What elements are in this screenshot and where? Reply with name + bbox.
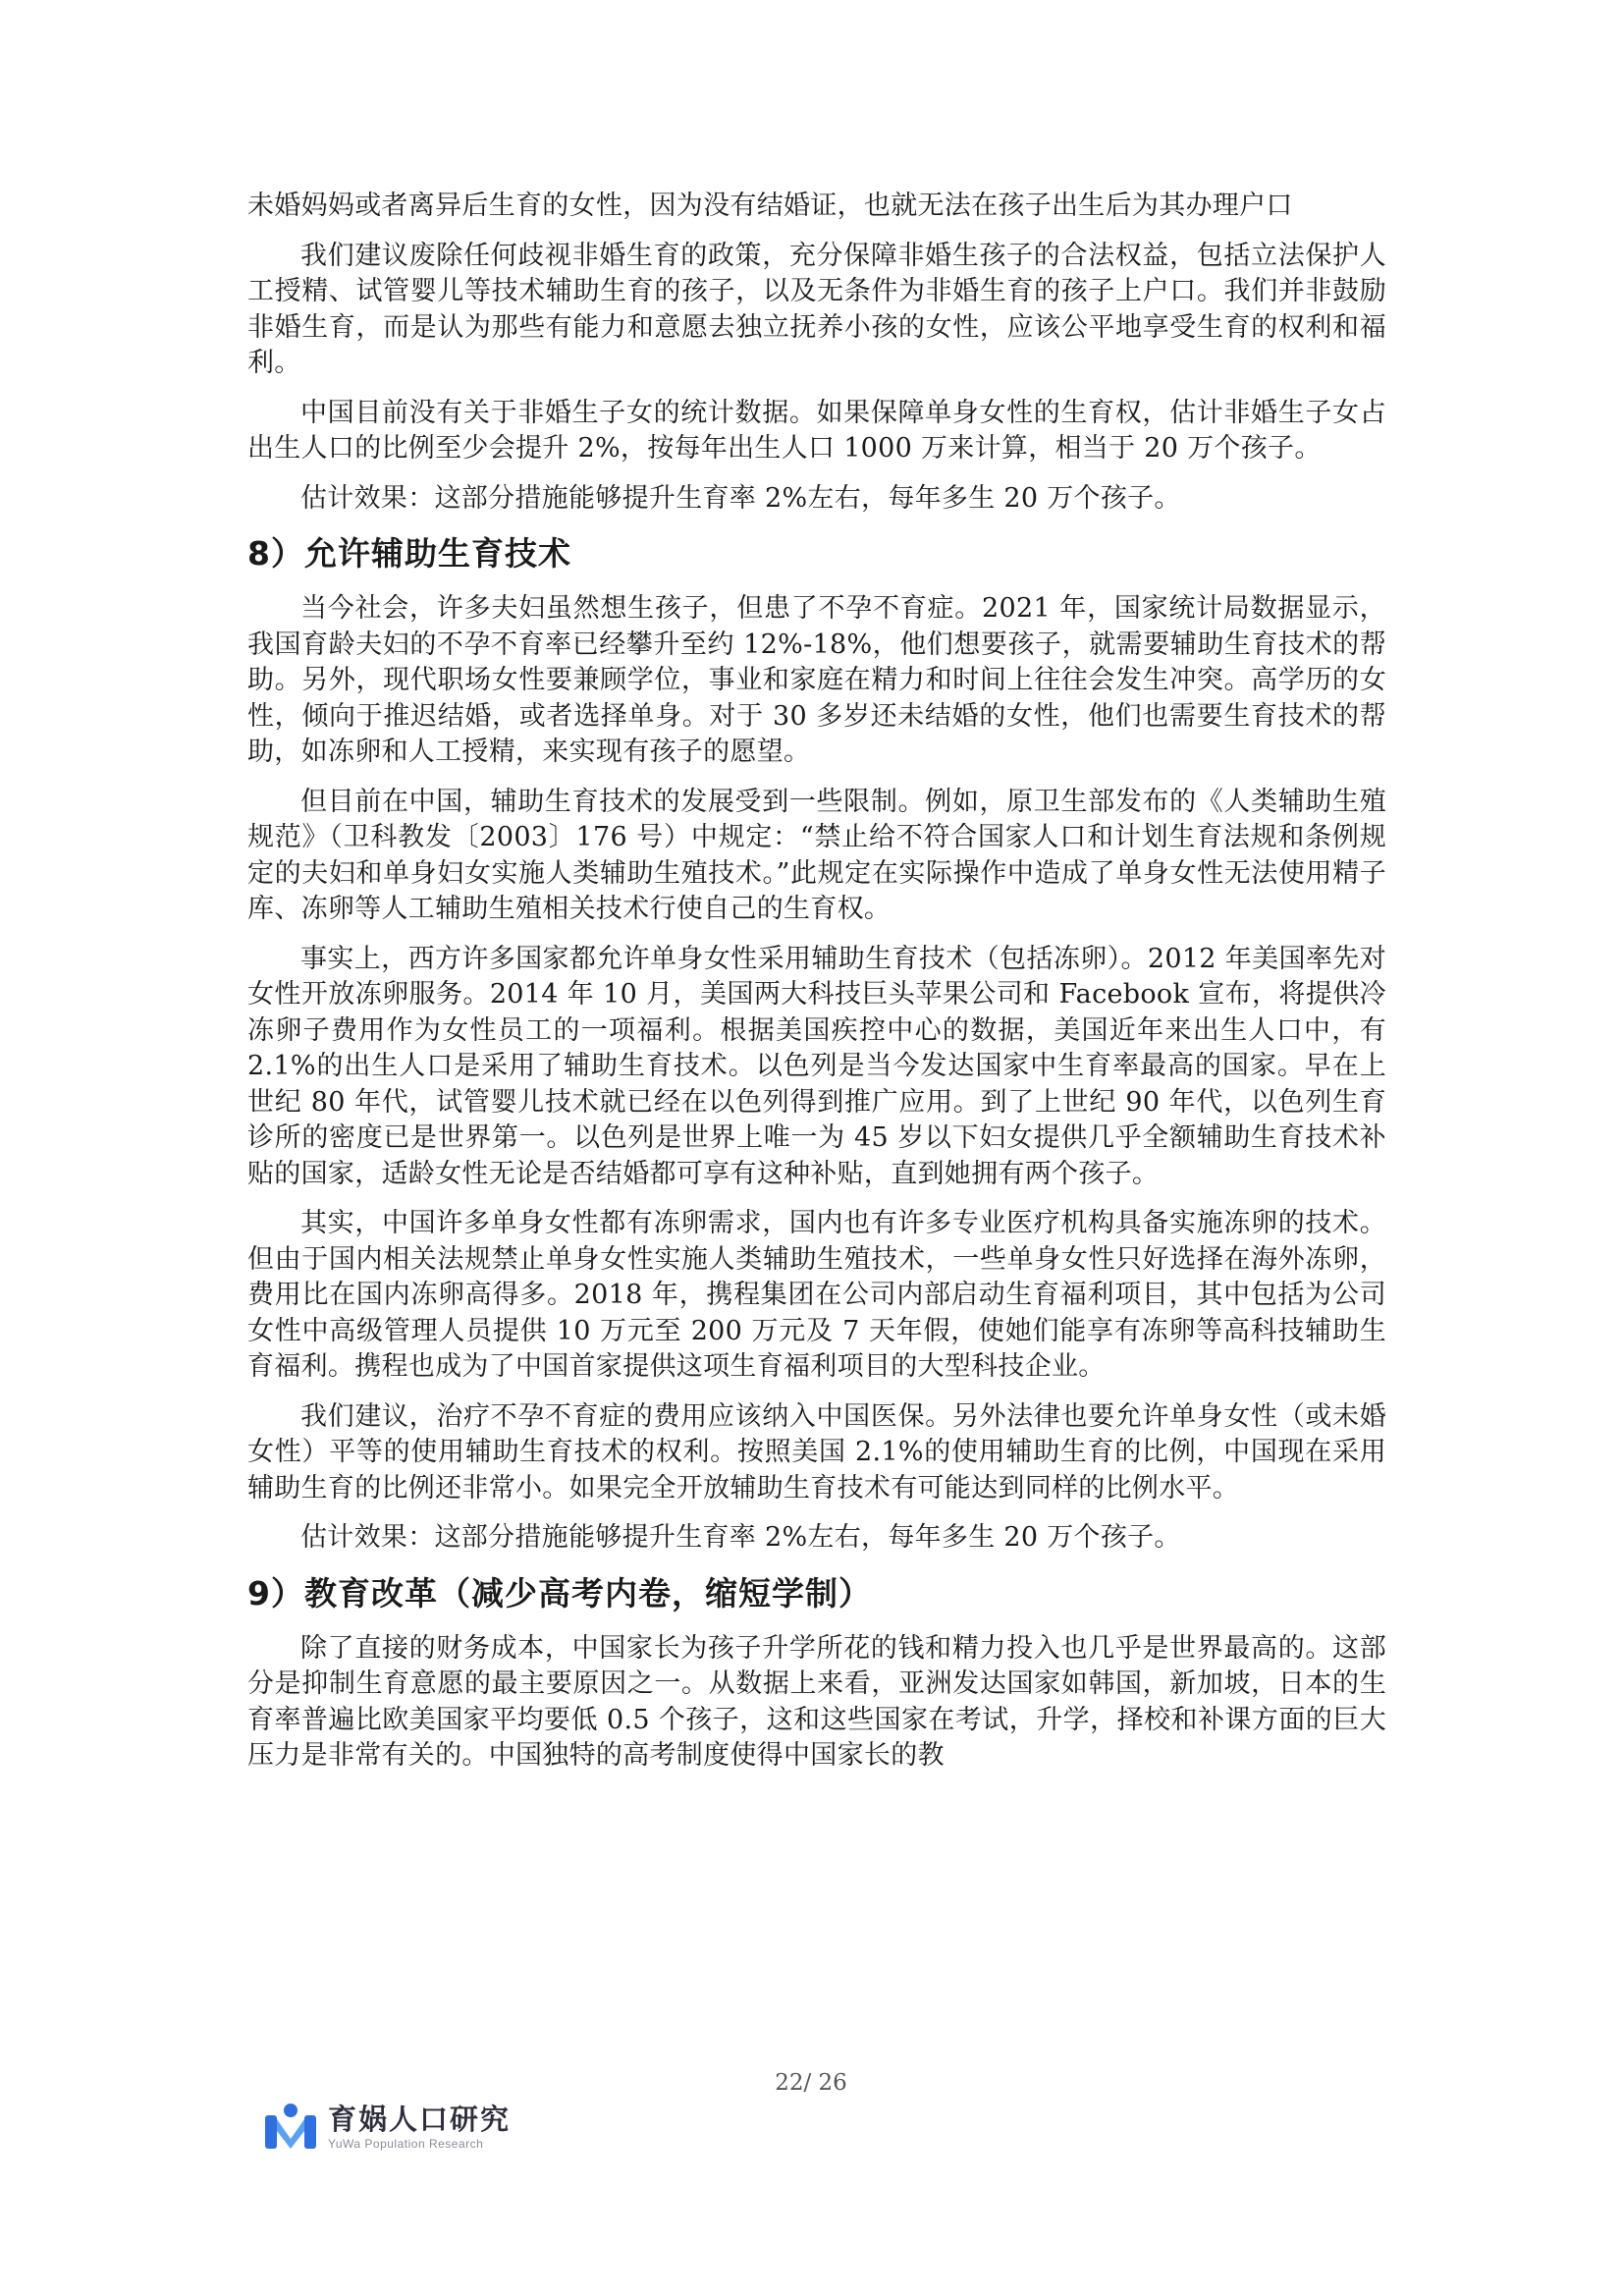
paragraph: 但目前在中国，辅助生育技术的发展受到一些限制。例如，原卫生部发布的《人类辅助生殖规范》（卫科教发〔2003〕176 号）中规定：“禁止给不符合国家人口和计划生育法规和条例规定的夫妇和单身妇女实施人类辅助生殖技术。”此规定在实际操作中造成了单身女性无法使用精子库、冻卵等人工辅助生殖相关技术行使自己的生育权。 — [247, 786, 1386, 924]
section-heading: 8）允许辅助生育技术 — [247, 534, 571, 573]
paragraph: 当今社会，许多夫妇虽然想生孩子，但患了不孕不育症。2021 年，国家统计局数据显示，我国育龄夫妇的不孕不育率已经攀升至约 12%-18%，他们想要孩子，就需要辅助生育技术的帮助。另外，现代职场女性要兼顾学位，事业和家庭在精力和时间上往往会发生冲突。高学历的女性，倾向于推迟结婚，或者选择单身。对于 30 多岁还未结婚的女性，他们也需要生育技术的帮助，如冻卵和人工授精，来实现有孩子的愿望。 — [247, 593, 1386, 767]
footer-logo — [263, 2102, 511, 2153]
paragraph: 未婚妈妈或者离异后生育的女性，因为没有结婚证，也就无法在孩子出生后为其办理户口 — [247, 191, 1293, 221]
page-number: 22/ 26 — [775, 2070, 847, 2096]
paragraph: 除了直接的财务成本，中国家长为孩子升学所花的钱和精力投入也几乎是世界最高的。这部分是抑制生育意愿的最主要原因之一。从数据上来看，亚洲发达国家如韩国，新加坡，日本的生育率普遍比欧美国家平均要低 0.5 个孩子，这和这些国家在考试，升学，择校和补课方面的巨大压力是非常有关的。中国独特的高考制度使得中国家长的教 — [247, 1632, 1386, 1771]
paragraph: 事实上，西方许多国家都允许单身女性采用辅助生育技术（包括冻卵）。2012 年美国率先对女性开放冻卵服务。2014 年 10 月，美国两大科技巨头苹果公司和 Facebook 宣布，将提供冷冻卵子费用作为女性员工的一项福利。根据美国疾控中心的数据，美国近年来出生人口中，有 2.1%的出生人口是采用了辅助生育技术。以色列是当今发达国家中生育率最高的国家。早在上世纪 80 年代，试管婴儿技术就已经在以色列得到推广应用。到了上世纪 90 年代，以色列生育诊所的密度已是世界第一。以色列是世界上唯一为 45 岁以下妇女提供几乎全额辅助生育技术补贴的国家，适龄女性无论是否结婚都可享有这种补贴，直到她拥有两个孩子。 — [247, 943, 1386, 1189]
paragraph: 我们建议，治疗不孕不育症的费用应该纳入中国医保。另外法律也要允许单身女性（或未婚女性）平等的使用辅助生育技术的权利。按照美国 2.1%的使用辅助生育的比例，中国现在采用辅助生育的比例还非常小。如果完全开放辅助生育技术有可能达到同样的比例水平。 — [247, 1400, 1386, 1503]
paragraph: 其实，中国许多单身女性都有冻卵需求，国内也有许多专业医疗机构具备实施冻卵的技术。但由于国内相关法规禁止单身女性实施人类辅助生殖技术，一些单身女性只好选择在海外冻卵，费用比在国内冻卵高得多。2018 年，携程集团在公司内部启动生育福利项目，其中包括为公司女性中高级管理人员提供 10 万元至 200 万元及 7 天年假，使她们能享有冻卵等高科技辅助生育福利。携程也成为了中国首家提供这项生育福利项目的大型科技企业。 — [247, 1208, 1386, 1382]
paragraph: 我们建议废除任何歧视非婚生育的政策，充分保障非婚生孩子的合法权益，包括立法保护人工授精、试管婴儿等技术辅助生育的孩子，以及无条件为非婚生育的孩子上户口。我们并非鼓励非婚生育，而是认为那些有能力和意愿去独立抚养小孩的女性，应该公平地享受生育的权利和福利。 — [247, 240, 1386, 378]
logo-subtitle: YuWa Population Research — [328, 2137, 484, 2151]
paragraph: 中国目前没有关于非婚生子女的统计数据。如果保障单身女性的生育权，估计非婚生子女占出生人口的比例至少会提升 2%，按每年出生人口 1000 万来计算，相当于 20 万个孩子。 — [247, 397, 1386, 464]
logo-title: 育娲人口研究 — [328, 2103, 512, 2136]
yuwa-logo-icon — [263, 2102, 318, 2153]
paragraph: 估计效果：这部分措施能够提升生育率 2%左右，每年多生 20 万个孩子。 — [300, 1522, 1181, 1553]
paragraph: 估计效果：这部分措施能够提升生育率 2%左右，每年多生 20 万个孩子。 — [300, 482, 1181, 514]
document-body — [247, 189, 1386, 1788]
section-heading: 9）教育改革（减少高考内卷，缩短学制） — [247, 1573, 872, 1613]
